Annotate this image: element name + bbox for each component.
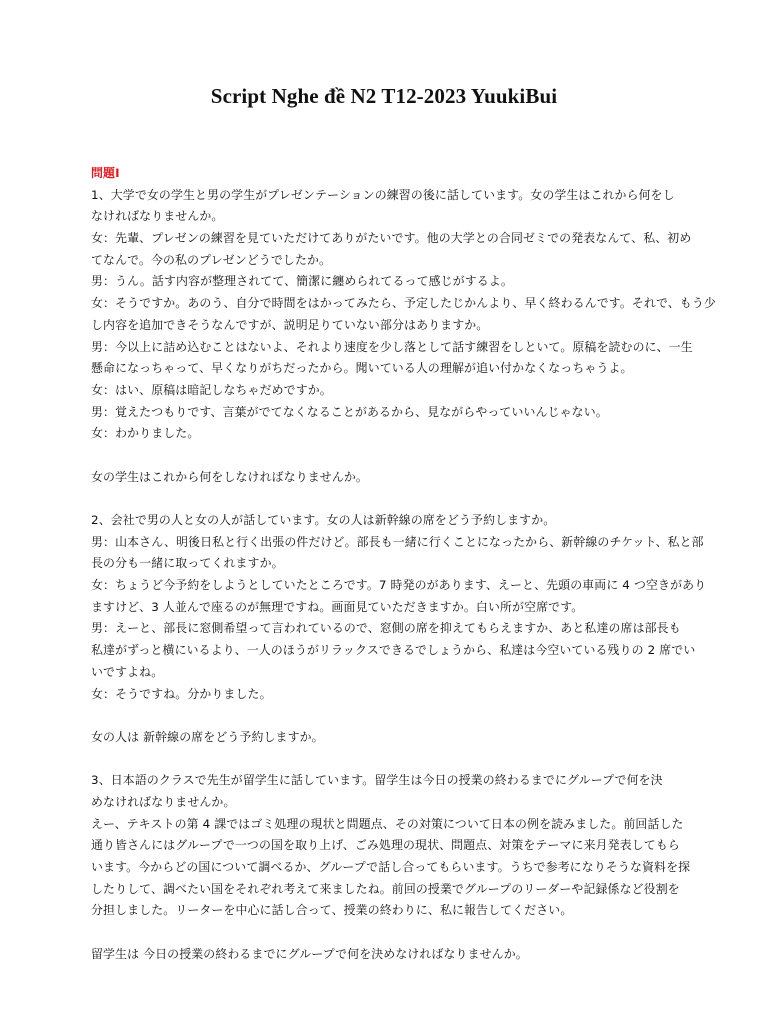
text-line: なければなりませんか。 xyxy=(91,209,224,224)
document-body xyxy=(91,163,716,965)
text-line: 男：うん。話す内容が整理されてて、簡潔に纏められてるって感じがするよ。 xyxy=(91,274,513,289)
text-line: 私達がずっと横にいるより、一人のほうがリラックスできるでしょうから、私達は今空いている残りの 2 席でい xyxy=(91,643,696,658)
blank-line xyxy=(91,749,703,771)
text-line: 女の学生はこれから何をしなければなりませんか。 xyxy=(91,469,368,484)
text-line: 分担しました。リーターを中心に話し合って、授業の終わりに、私に報告してください。 xyxy=(91,903,573,918)
section-heading: 問題Ⅰ xyxy=(91,166,120,180)
text-line: 男：今以上に詰め込むことはないよ、それより速度を少し落として話す練習をしといて。原稿を読むのに、一生 xyxy=(91,339,693,354)
text-line: 女の人は 新幹線の席をどう予約しますか。 xyxy=(91,729,324,744)
blank-line xyxy=(91,705,703,727)
blank-line xyxy=(91,445,703,467)
document-title: Script Nghe đề N2 T12-2023 YuukiBui xyxy=(210,84,558,108)
text-line: 女：そうですね。分かりました。 xyxy=(91,686,272,701)
blank-line xyxy=(91,488,703,510)
text-line: し内容を追加できそうなんですが、説明足りていない部分はありますか。 xyxy=(91,317,489,332)
text-line: 男：山本さん、明後日私と行く出張の件だけど。部長も一緒に行くことになったから、新幹線のチケット、私と部 xyxy=(91,534,704,549)
text-line: います。今からどの国について調べるか、グループで話し合ってもらいます。うちで参考になりそうな資料を探 xyxy=(91,860,691,874)
text-line: 女：そうですか。あのう、自分で時間をはかってみたら、予定したじかんより、早く終わるんです。それで、もう少 xyxy=(91,296,716,311)
text-line: 女：わかりました。 xyxy=(91,426,200,441)
text-line: えー、テキストの第 4 課ではゴミ処理の現状と問題点、その対策について日本の例を読みました。前回話した xyxy=(91,816,684,831)
text-line: 男：覚えたつもりです、言葉がでてなくなることがあるから、見ながらやっていいんじゃない。 xyxy=(91,404,608,419)
text-line: 女：先輩、プレゼンの練習を見ていただけてありがたいです。他の大学との合同ゼミでの発表なんて、私、初め xyxy=(91,231,692,246)
text-line: 長の分も一緒に取ってくれますか。 xyxy=(91,556,284,571)
text-line: 1、大学で女の学生と男の学生がプレゼンテーションの練習の後に話しています。女の学生はこれから何をし xyxy=(91,187,675,202)
text-line: いですよね。 xyxy=(91,664,164,679)
text-line: 2、会社で男の人と女の人が話しています。女の人は新幹線の席をどう予約しますか。 xyxy=(91,513,556,527)
text-line: めなければなりませんか。 xyxy=(91,794,236,809)
text-line: 通り皆さんにはグループで一つの国を取り上げ、ごみ処理の現状、問題点、対策をテーマに来月発表してもら xyxy=(91,838,680,853)
text-line: 懸命になっちゃって、早くなりがちだったから。聞いている人の理解が追い付かなくなっちゃうよ。 xyxy=(91,361,633,376)
text-line: ますけど、3 人並んで座るのが無理ですね。画面見ていただきますか。白い所が空席です。 xyxy=(91,599,584,614)
blank-line xyxy=(91,922,703,944)
text-line: 3、日本語のクラスで先生が留学生に話しています。留学生は今日の授業の終わるまでにグループで何を決 xyxy=(91,773,663,788)
text-line: 男：えーと、部長に窓側希望って言われているので、窓側の席を抑えてもらえますか、あと私達の席は部長も xyxy=(91,621,681,636)
text-line: 女：はい、原稿は暗記しなちゃだめですか。 xyxy=(91,382,332,397)
text-line: 女：ちょうど今予約をしようとしていたところです。7 時発のがあります、えーと、先頭の車両に 4 つ空きがあり xyxy=(91,578,707,593)
text-line: てなんで。今の私のプレゼンどうでしたか。 xyxy=(91,252,332,267)
text-line: したりして、調べたい国をそれぞれ考えて来ましたね。前回の授業でグループのリーダーや記録係など役割を xyxy=(91,881,680,896)
text-line: 留学生は 今日の授業の終わるまでにグループで何を決めなければなりませんか。 xyxy=(91,946,528,961)
